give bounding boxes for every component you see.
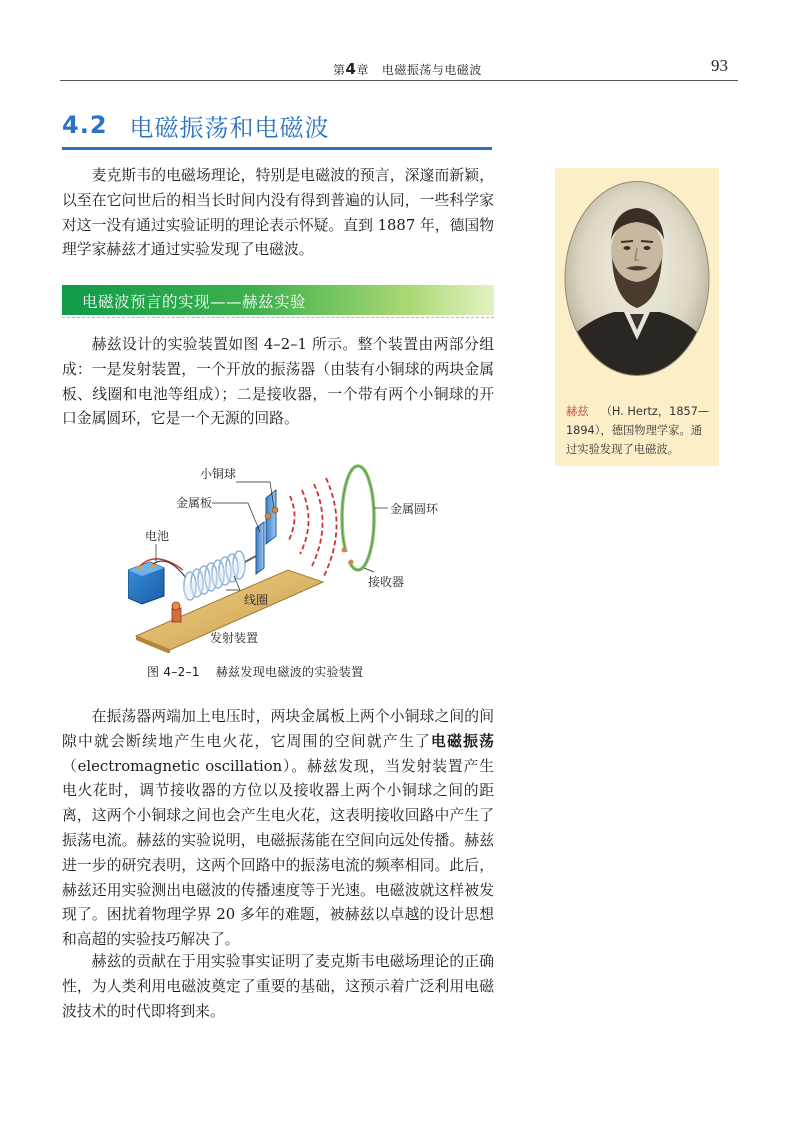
body-paragraph-4: 赫兹的贡献在于用实验事实证明了麦克斯韦电磁场理论的正确性，为人类利用电磁波奠定了重要的基础，这预示着广泛利用电磁波技术的时代即将到来。 [62, 953, 494, 1020]
figure-caption [147, 663, 363, 680]
sidebar-caption-text: （H. Hertz，1857—1894），德国物理学家。通过实验发现了电磁波。 [566, 405, 710, 456]
hertz-apparatus-figure [128, 458, 458, 653]
page-number: 93 [711, 56, 728, 75]
section-rule [62, 147, 492, 150]
setup-paragraph: 赫兹设计的实验装置如图 4–2–1 所示。整个装置由两部分组成：一是发射装置，一个开放的振荡器（由装有小铜球的两块金属板、线圈和电池等组成）；二是接收器，一个带有两个小铜球的开口金属圆环，它是一个无源的回路。 [62, 336, 494, 428]
label-coil: 线圈 [244, 593, 269, 607]
hertz-portrait [564, 180, 710, 377]
figure-caption-text: 赫兹发现电磁波的实验装置 [215, 665, 364, 679]
sidebar-box [555, 168, 719, 466]
running-header [0, 58, 800, 82]
label-metal-ring: 金属圆环 [390, 502, 439, 516]
section-title [62, 108, 330, 142]
metal-plate-1 [256, 522, 264, 574]
header-rule [60, 80, 738, 81]
subsection-heading [62, 285, 494, 315]
intro-paragraph: 麦克斯韦的电磁场理论，特别是电磁波的预言，深邃而新颖，以至在它问世后的相当长时间内没有得到普遍的认同，一些科学家对这一没有通过实验证明的理论表示怀疑。直到 1887 年，德国物理学家赫兹才通过实验发现了电磁波。 [62, 167, 494, 259]
label-copper-ball: 小铜球 [200, 467, 237, 481]
key-term: 电磁振荡 [431, 732, 494, 750]
receiver-ring [342, 466, 375, 570]
section-title-text: 电磁振荡和电磁波 [129, 113, 330, 142]
label-receiver: 接收器 [368, 575, 405, 589]
chapter-label: 第4章 电磁振荡与电磁波 [333, 60, 482, 78]
battery [128, 562, 164, 604]
body-paragraph-3: 在振荡器两端加上电压时，两块金属板上两个小铜球之间的间隙中就会断续地产生电火花，它周围的空间就产生了电磁振荡（electromagnetic oscillation）。赫兹发现，当发射装置产生电火花时，调节接收器的方位以及接收器上两个小铜球之间的距离，这两个小铜球之间也会产生电火花，这表明接收回路中产生了振荡电流。赫兹的实验说明，电磁振荡能在空间向远处传播。赫兹进一步的研究表明，这两个回路中的振荡电流的频率相同。此后，赫兹还用实验测出电磁波的传播速度等于光速。电磁波就这样被发现了。困扰着物理学界 20 多年的难题，被赫兹以卓越的设计思想和高超的实验技巧解决了。 [62, 708, 494, 949]
label-battery: 电池 [145, 529, 170, 543]
sidebar-name: 赫兹 [566, 405, 589, 418]
figure-number: 图 4–2–1 [147, 665, 200, 679]
em-waves [288, 478, 337, 576]
sidebar-caption [566, 402, 711, 459]
label-transmitter: 发射装置 [210, 631, 259, 645]
label-metal-plate: 金属板 [176, 496, 213, 510]
copper-ball-1 [265, 513, 271, 519]
subsection-rule [62, 317, 494, 318]
section-number: 4.2 [62, 111, 108, 139]
copper-ball-2 [272, 507, 278, 513]
subsection-title: 电磁波预言的实现——赫兹实验 [82, 293, 307, 311]
